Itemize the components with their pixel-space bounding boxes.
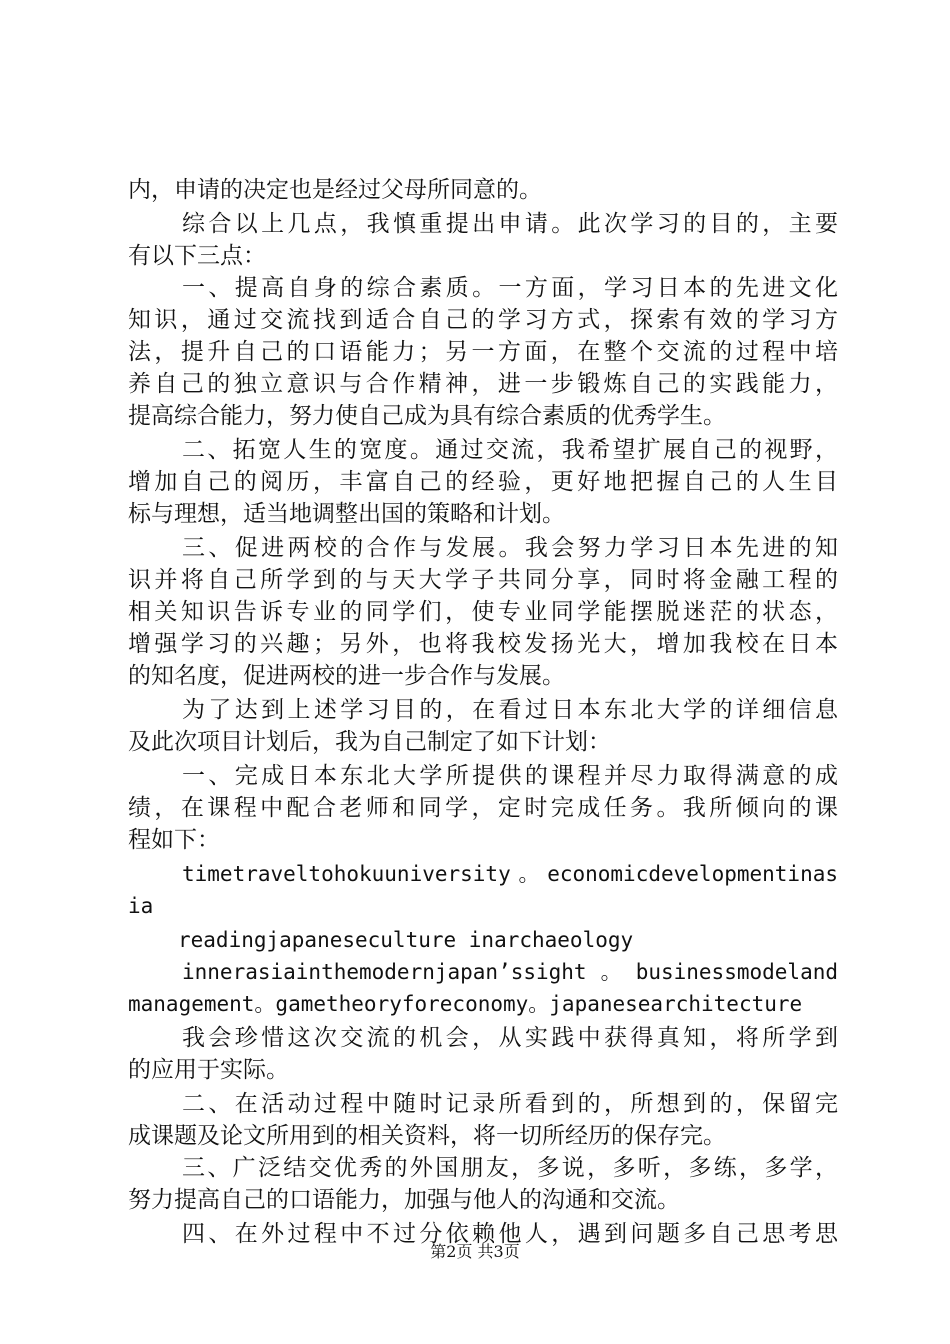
body-line: 有以下三点：: [128, 243, 266, 269]
body-line: 内，申请的决定也是经过父母所同意的。: [128, 177, 542, 203]
body-line: 我会珍惜这次交流的机会，从实践中获得真知，将所学到: [182, 1025, 838, 1051]
body-line: 成课题及论文所用到的相关资料，将一切所经历的保存完。: [128, 1123, 726, 1149]
body-line: 法，提升自己的口语能力；另一方面，在整个交流的过程中培: [128, 339, 838, 365]
body-line: 三、促进两校的合作与发展。我会努力学习日本先进的知: [182, 535, 838, 561]
body-line: 识并将自己所学到的与天大学子共同分享，同时将金融工程的: [128, 567, 838, 593]
body-line: management。gametheoryforeconomy。japanesearchitecture: [128, 992, 803, 1016]
body-line: 一、完成日本东北大学所提供的课程并尽力取得满意的成: [182, 763, 838, 789]
body-line: 的应用于实际。: [128, 1057, 289, 1083]
body-line: readingjapaneseculture inarchaeology: [178, 928, 634, 952]
body-line: ia: [128, 894, 154, 918]
body-line: 提高综合能力，努力使自己成为具有综合素质的优秀学生。: [128, 403, 726, 429]
body-line: 相关知识告诉专业的同学们，使专业同学能摆脱迷茫的状态，: [128, 599, 838, 625]
body-line: 养自己的独立意识与合作精神，进一步锻炼自己的实践能力，: [128, 371, 838, 397]
body-line: 绩，在课程中配合老师和同学，定时完成任务。我所倾向的课: [128, 795, 838, 821]
body-line: 增加自己的阅历，丰富自己的经验，更好地把握自己的人生目: [128, 469, 838, 495]
body-line: 二、拓宽人生的宽度。通过交流，我希望扩展自己的视野，: [182, 437, 838, 463]
body-line: 三、广泛结交优秀的外国朋友，多说，多听，多练，多学，: [182, 1155, 838, 1181]
body-line: 综合以上几点，我慎重提出申请。此次学习的目的，主要: [182, 211, 838, 237]
body-line: 为了达到上述学习目的，在看过日本东北大学的详细信息: [182, 697, 838, 723]
body-line: 二、在活动过程中随时记录所看到的，所想到的，保留完: [182, 1091, 838, 1117]
body-line: timetraveltohokuuniversity。economicdevelopmentinas: [182, 862, 838, 886]
body-line: 及此次项目计划后，我为自己制定了如下计划：: [128, 729, 611, 755]
body-line: 标与理想，适当地调整出国的策略和计划。: [128, 501, 565, 527]
body-line: 程如下：: [128, 827, 220, 853]
body-line: innerasiainthemodernjapan’ssight。businessmodeland: [182, 960, 838, 984]
page-footer: 第2页 共3页: [430, 1242, 520, 1261]
body-line: 努力提高自己的口语能力，加强与他人的沟通和交流。: [128, 1187, 680, 1213]
body-line: 的知名度，促进两校的进一步合作与发展。: [128, 663, 565, 689]
body-line: 四、在外过程中不过分依赖他人，遇到问题多自己思考思: [182, 1221, 838, 1247]
body-line: 一、提高自身的综合素质。一方面，学习日本的先进文化: [182, 275, 838, 301]
body-line: 知识，通过交流找到适合自己的学习方式，探索有效的学习方: [128, 307, 838, 333]
body-line: 增强学习的兴趣；另外，也将我校发扬光大，增加我校在日本: [128, 631, 838, 657]
